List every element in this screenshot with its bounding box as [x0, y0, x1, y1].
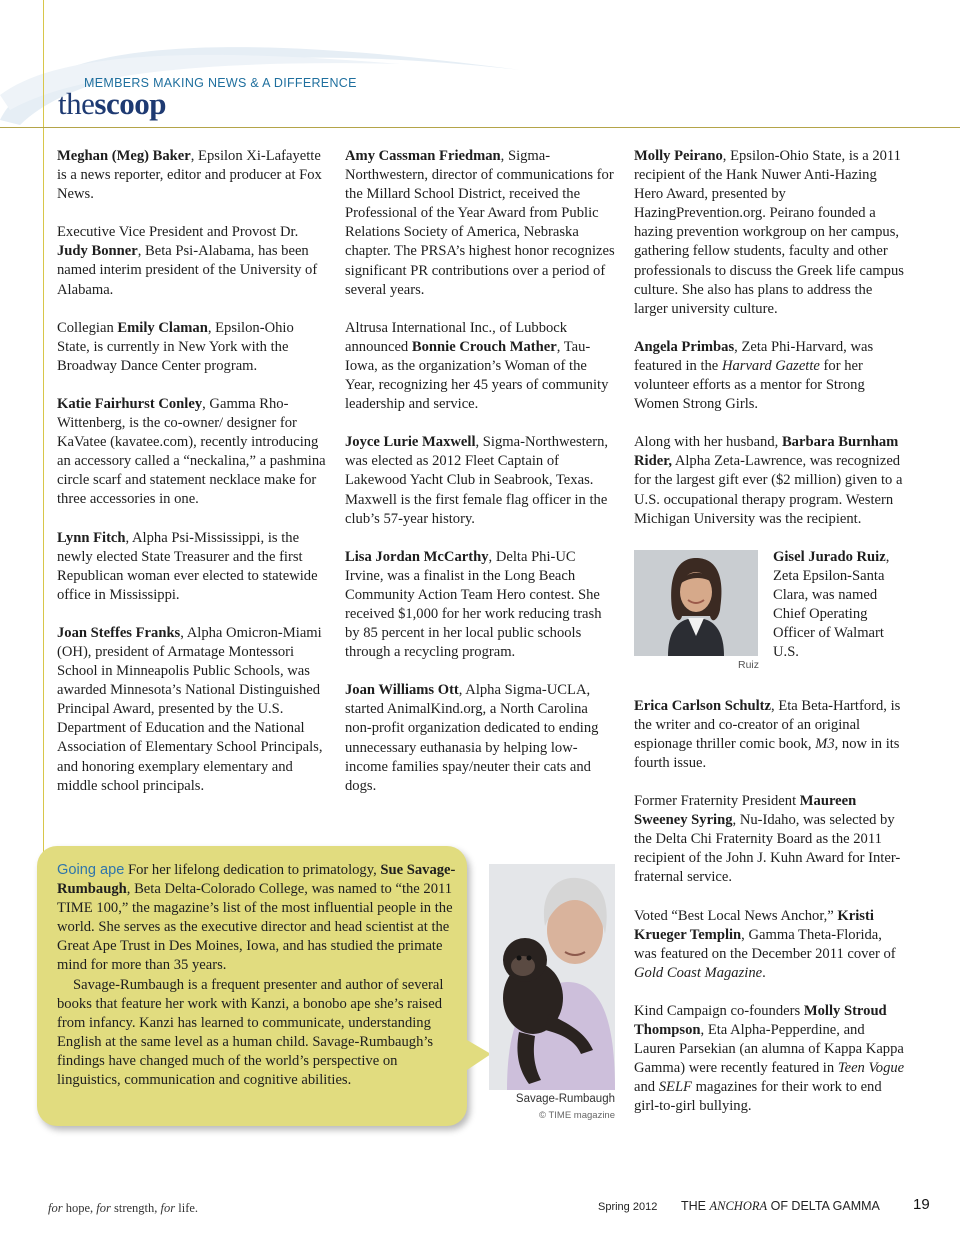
item-ott: Joan Williams Ott, Alpha Sigma-UCLA, started AnimalKind.org, a North Carolina non-profit organization dedicated to ending unnecessary euthanasia by helping low-income families spay/neuter their cats and dogs.: [345, 682, 599, 794]
item-franks: Joan Steffes Franks, Alpha Omicron-Miami (OH), president of Armatage Montessori School in Minneapolis Public Schools, was awarded Minnesota’s National Distinguished Principal Award, presented by the U.S. Department of Education and the National Association of Elementary School Principals, and honoring exemplary elementary and middle school principals.: [57, 624, 323, 794]
header-rule: [0, 127, 960, 128]
logo-the: the: [58, 86, 95, 121]
footer-issue: Spring 2012: [598, 1201, 658, 1213]
savage-rumbaugh-caption: Savage-Rumbaugh: [515, 1093, 615, 1105]
column-1: [57, 147, 327, 815]
page-number: 19: [913, 1196, 930, 1213]
section-logo: [58, 88, 166, 119]
item-claman: Collegian Emily Claman, Epsilon-Ohio State, is currently in New York with the Broadway Dance Center program.: [57, 319, 294, 374]
callout-pointer: [467, 1040, 491, 1070]
column-2: [345, 147, 617, 815]
ruiz-caption: Ruiz: [738, 658, 760, 671]
item-primbas: Angela Primbas, Zeta Phi-Harvard, was featured in the Harvard Gazette for her volunteer efforts as a mentor for Strong Women Strong Girls.: [634, 338, 874, 413]
item-thompson: Kind Campaign co-founders Molly Stroud Thompson, Eta Alpha-Pepperdine, and Lauren Parsekian (an alumna of Kappa Kappa Gamma) were recently featured in Teen Vogue and SELF magazines for their work to end girl-to-girl bullying.: [634, 1002, 905, 1115]
item-baker: Meghan (Meg) Baker, Epsilon Xi-Lafayette is a news reporter, editor and producer at Fox News.: [57, 148, 322, 203]
item-bonner: Executive Vice President and Provost Dr. Judy Bonner, Beta Psi-Alabama, has been named interim president of the University of Alabama.: [57, 224, 318, 298]
item-conley: Katie Fairhurst Conley, Gamma Rho-Wittenberg, is the co-owner/ designer for KaVatee (kavatee.com), recently introducing an accessory called a “neckalina,” a pashmina circle scarf and statement necklace make for three accessories in one.: [57, 395, 326, 508]
photo-credit: © TIME magazine: [539, 1110, 615, 1121]
item-rider: Along with her husband, Barbara Burnham Rider, Alpha Zeta-Lawrence, was recognized for the largest gift ever ($2 million) given to a U.S. occupational therapy program. Western Michigan University was the recipient.: [634, 434, 903, 527]
column-3: [634, 147, 906, 1135]
callout-text: [57, 861, 457, 1090]
callout-lead: Going ape: [57, 862, 125, 878]
callout-para-2: Savage-Rumbaugh is a frequent presenter and author of several books that feature her work with Kanzi, a bonobo ape she’s raised from infancy. Kanzi has learned to communicate, understanding English at the same level as a human child. Savage-Rumbaugh’s findings have changed much of the world’s perspective on linguistics, communication and cognitive abilities.: [57, 976, 444, 1089]
item-peirano: Molly Peirano, Epsilon-Ohio State, is a 2011 recipient of the Hank Nuwer Anti-Hazing Hero Award, presented by HazingPrevention.org. Peirano founded a hazing prevention workgroup on her campus, gathering fellow students, faculty and other professionals to discuss the Greek life campus culture. She also has plans to address the larger university culture.: [634, 148, 904, 317]
section-kicker: MEMBERS MAKING NEWS & A DIFFERENCE: [84, 76, 357, 90]
footer-tagline: for hope, for strength, for life.: [48, 1201, 199, 1215]
item-schultz: Erica Carlson Schultz, Eta Beta-Hartford, is the writer and co-creator of an original espionage thriller comic book, M3, now in its fourth issue.: [634, 697, 901, 771]
ruiz-photo: [634, 550, 758, 656]
ruiz-text: Gisel Jurado Ruiz, Zeta Epsilon-Santa Clara, was named Chief Operating Officer of Walmart U.S.: [773, 548, 890, 661]
item-mather: Altrusa International Inc., of Lubbock announced Bonnie Crouch Mather, Tau-Iowa, as the organization’s Woman of the Year, recognizing her 45 years of community leadership and service.: [345, 319, 609, 413]
footer-magazine-title: THE ANCHORA OF DELTA GAMMA: [681, 1199, 880, 1213]
savage-rumbaugh-photo: [489, 864, 615, 1090]
item-ruiz: [634, 548, 906, 678]
item-fitch: Lynn Fitch, Alpha Psi-Mississippi, is the newly elected State Treasurer and the first Republican woman ever elected to statewide office in Mississippi.: [57, 529, 318, 603]
item-friedman: Amy Cassman Friedman, Sigma-Northwestern, director of communications for the Millard School District, received the Professional of the Year Award from Public Relations Society of America, Nebraska chapter. The PRSA’s highest honor recognizes significant PR contributions over a period of several years.: [345, 148, 615, 298]
item-maxwell: Joyce Lurie Maxwell, Sigma-Northwestern, was elected as 2012 Fleet Captain of Lakewood Yacht Club in Seabrook, Texas. Maxwell is the first female flag officer in the club’s 57-year history.: [345, 434, 609, 527]
callout-para-1: Going ape For her lifelong dedication to primatology, Sue Savage-Rumbaugh, Beta Delta-Colorado College, was named to “the 2011 TIME 100,” the magazine’s list of the most influential people in the world. She serves as the executive director and head scientist at the Great Ape Trust in Des Moines, Iowa, and has studied the primate mind for more than 35 years.: [57, 862, 456, 974]
item-syring: Former Fraternity President Maureen Sweeney Syring, Nu-Idaho, was selected by the Delta Chi Fraternity Board as the 2011 recipient of the John J. Kuhn Award for Inter-fraternal service.: [634, 793, 901, 886]
item-mccarthy: Lisa Jordan McCarthy, Delta Phi-UC Irvine, was a finalist in the Long Beach Community Action Team Hero contest. She received $1,000 for her work reducing trash by 85 percent in her local public schools through a recycling program.: [345, 548, 602, 661]
left-accent-rule: [43, 0, 44, 860]
logo-scoop: scoop: [94, 86, 166, 121]
item-templin: Voted “Best Local News Anchor,” Kristi Krueger Templin, Gamma Theta-Florida, was featured on the December 2011 cover of Gold Coast Magazine.: [634, 907, 896, 981]
